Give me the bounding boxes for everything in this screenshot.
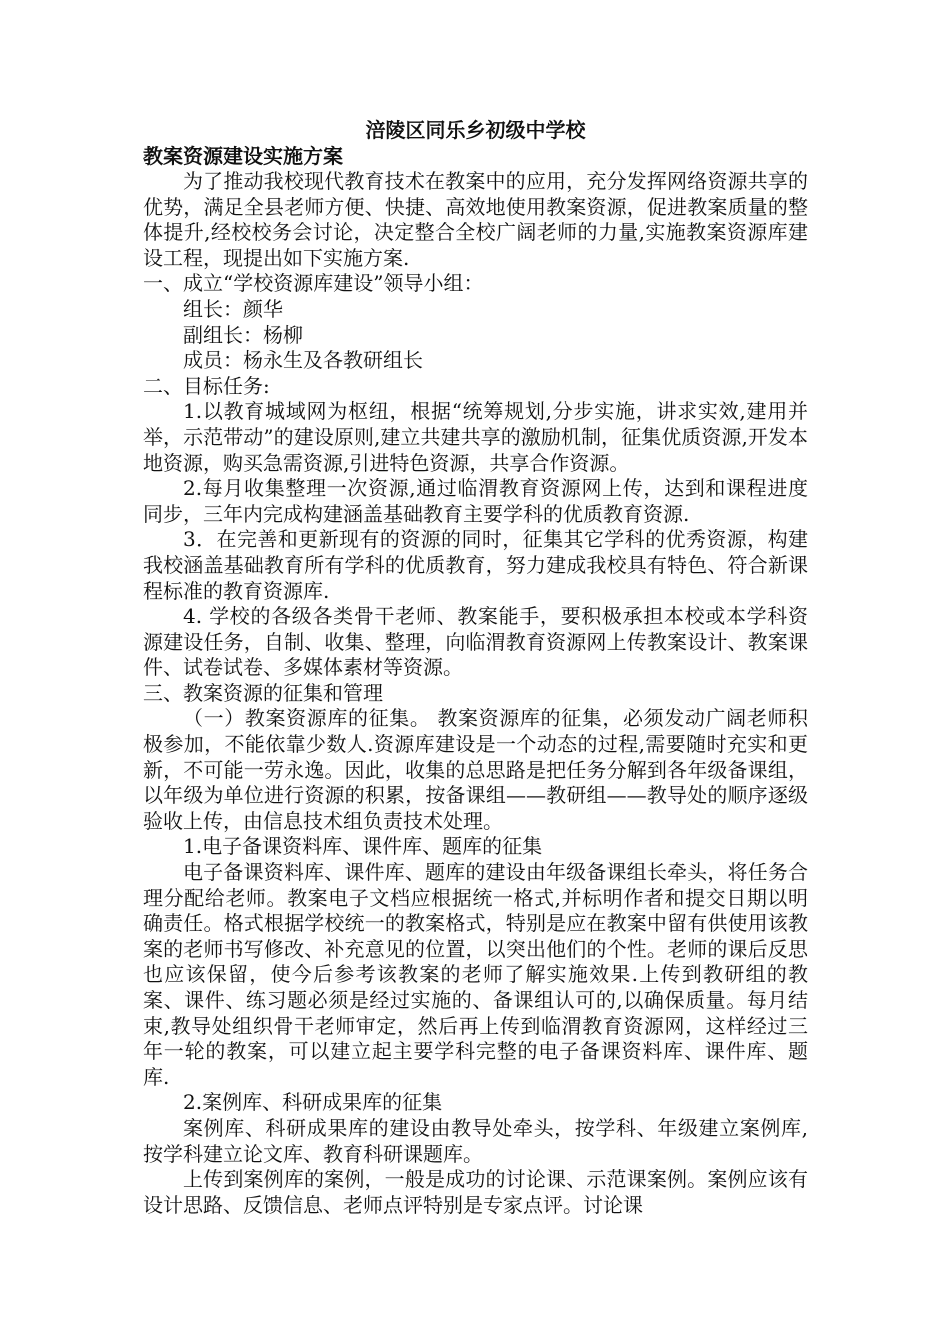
section-3-sub-1-heading: 1.电子备课资料库、课件库、题库的征集	[183, 834, 543, 859]
section-1-leader: 组长：颜华	[183, 296, 283, 321]
document-subtitle: 教案资源建设实施方案	[143, 144, 343, 168]
document-page	[143, 117, 808, 1218]
section-3-heading: 三、教案资源的征集和管理	[143, 680, 383, 705]
section-2-item-3: 3．在完善和更新现有的资源的同时，征集其它学科的优秀资源，构建我校涵盖基础教育所有学科的优质教育，努力建成我校具有特色、符合新课程标准的教育资源库.	[143, 527, 808, 603]
section-2-heading: 二、目标任务:	[143, 373, 270, 398]
section-2-item-1: 1.以教育城域网为枢纽，根据“统筹规划,分步实施，讲求实效,建用并举，示范带动”的建设原则,建立共建共享的激励机制，征集优质资源,开发本地资源，购买急需资源,引进特色资源，共享合作资源。	[143, 399, 808, 475]
section-3-sub-1-body: 电子备课资料库、课件库、题库的建设由年级备课组长牵头，将任务合理分配给老师。教案电子文档应根据统一格式,并标明作者和提交日期以明确责任。格式根据学校统一的教案格式，特别是应在教案中留有供使用该教案的老师书写修改、补充意见的位置，以突出他们的个性。老师的课后反思也应该保留，使今后参考该教案的老师了解实施效果.上传到教研组的教案、课件、练习题必须是经过实施的、备课组认可的,以确保质量。每月结束,教导处组织骨干老师审定，然后再上传到临渭教育资源网，这样经过三年一轮的教案，可以建立起主要学科完整的电子备课资料库、课件库、题库.	[143, 860, 808, 1089]
section-2-item-2: 2.每月收集整理一次资源,通过临渭教育资源网上传，达到和课程进度同步，三年内完成构建涵盖基础教育主要学科的优质教育资源.	[143, 476, 808, 526]
section-3-sub-2-heading: 2.案例库、科研成果库的征集	[183, 1090, 443, 1115]
section-1-members: 成员：杨永生及各教研组长	[183, 348, 423, 373]
section-2-item-4: 4. 学校的各级各类骨干老师、教案能手，要积极承担本校或本学科资源建设任务，自制、收集、整理，向临渭教育资源网上传教案设计、教案课件、试卷试卷、多媒体素材等资源。	[143, 604, 808, 680]
section-1-heading: 一、成立“学校资源库建设”领导小组：	[143, 271, 484, 296]
section-3-sub-2-body-1: 案例库、科研成果库的建设由教导处牵头，按学科、年级建立案例库,按学科建立论文库、教育科研课题库。	[143, 1115, 808, 1166]
section-3-part-1: （一）教案资源库的征集。 教案资源库的征集，必须发动广阔老师积极参加，不能依靠少数人.资源库建设是一个动态的过程,需要随时充实和更新，不可能一劳永逸。因此，收集的总思路是把任务分解到各年级备课组，以年级为单位进行资源的积累，按备课组——教研组——教导处的顺序逐级验收上传，由信息技术组负责技术处理。	[143, 706, 808, 833]
section-3-sub-2-body-2: 上传到案例库的案例，一般是成功的讨论课、示范课案例。案例应该有设计思路、反馈信息、老师点评特别是专家点评。讨论课	[143, 1167, 808, 1217]
section-1-deputy: 副组长：杨柳	[183, 322, 303, 347]
document-title: 涪陵区同乐乡初级中学校	[365, 118, 586, 142]
intro-paragraph: 为了推动我校现代教育技术在教案中的应用，充分发挥网络资源共享的优势，满足全县老师方便、快捷、高效地使用教案资源，促进教案质量的整体提升,经校校务会讨论，决定整合全校广阔老师的力量,实施教案资源库建设工程，现提出如下实施方案.	[143, 169, 808, 270]
